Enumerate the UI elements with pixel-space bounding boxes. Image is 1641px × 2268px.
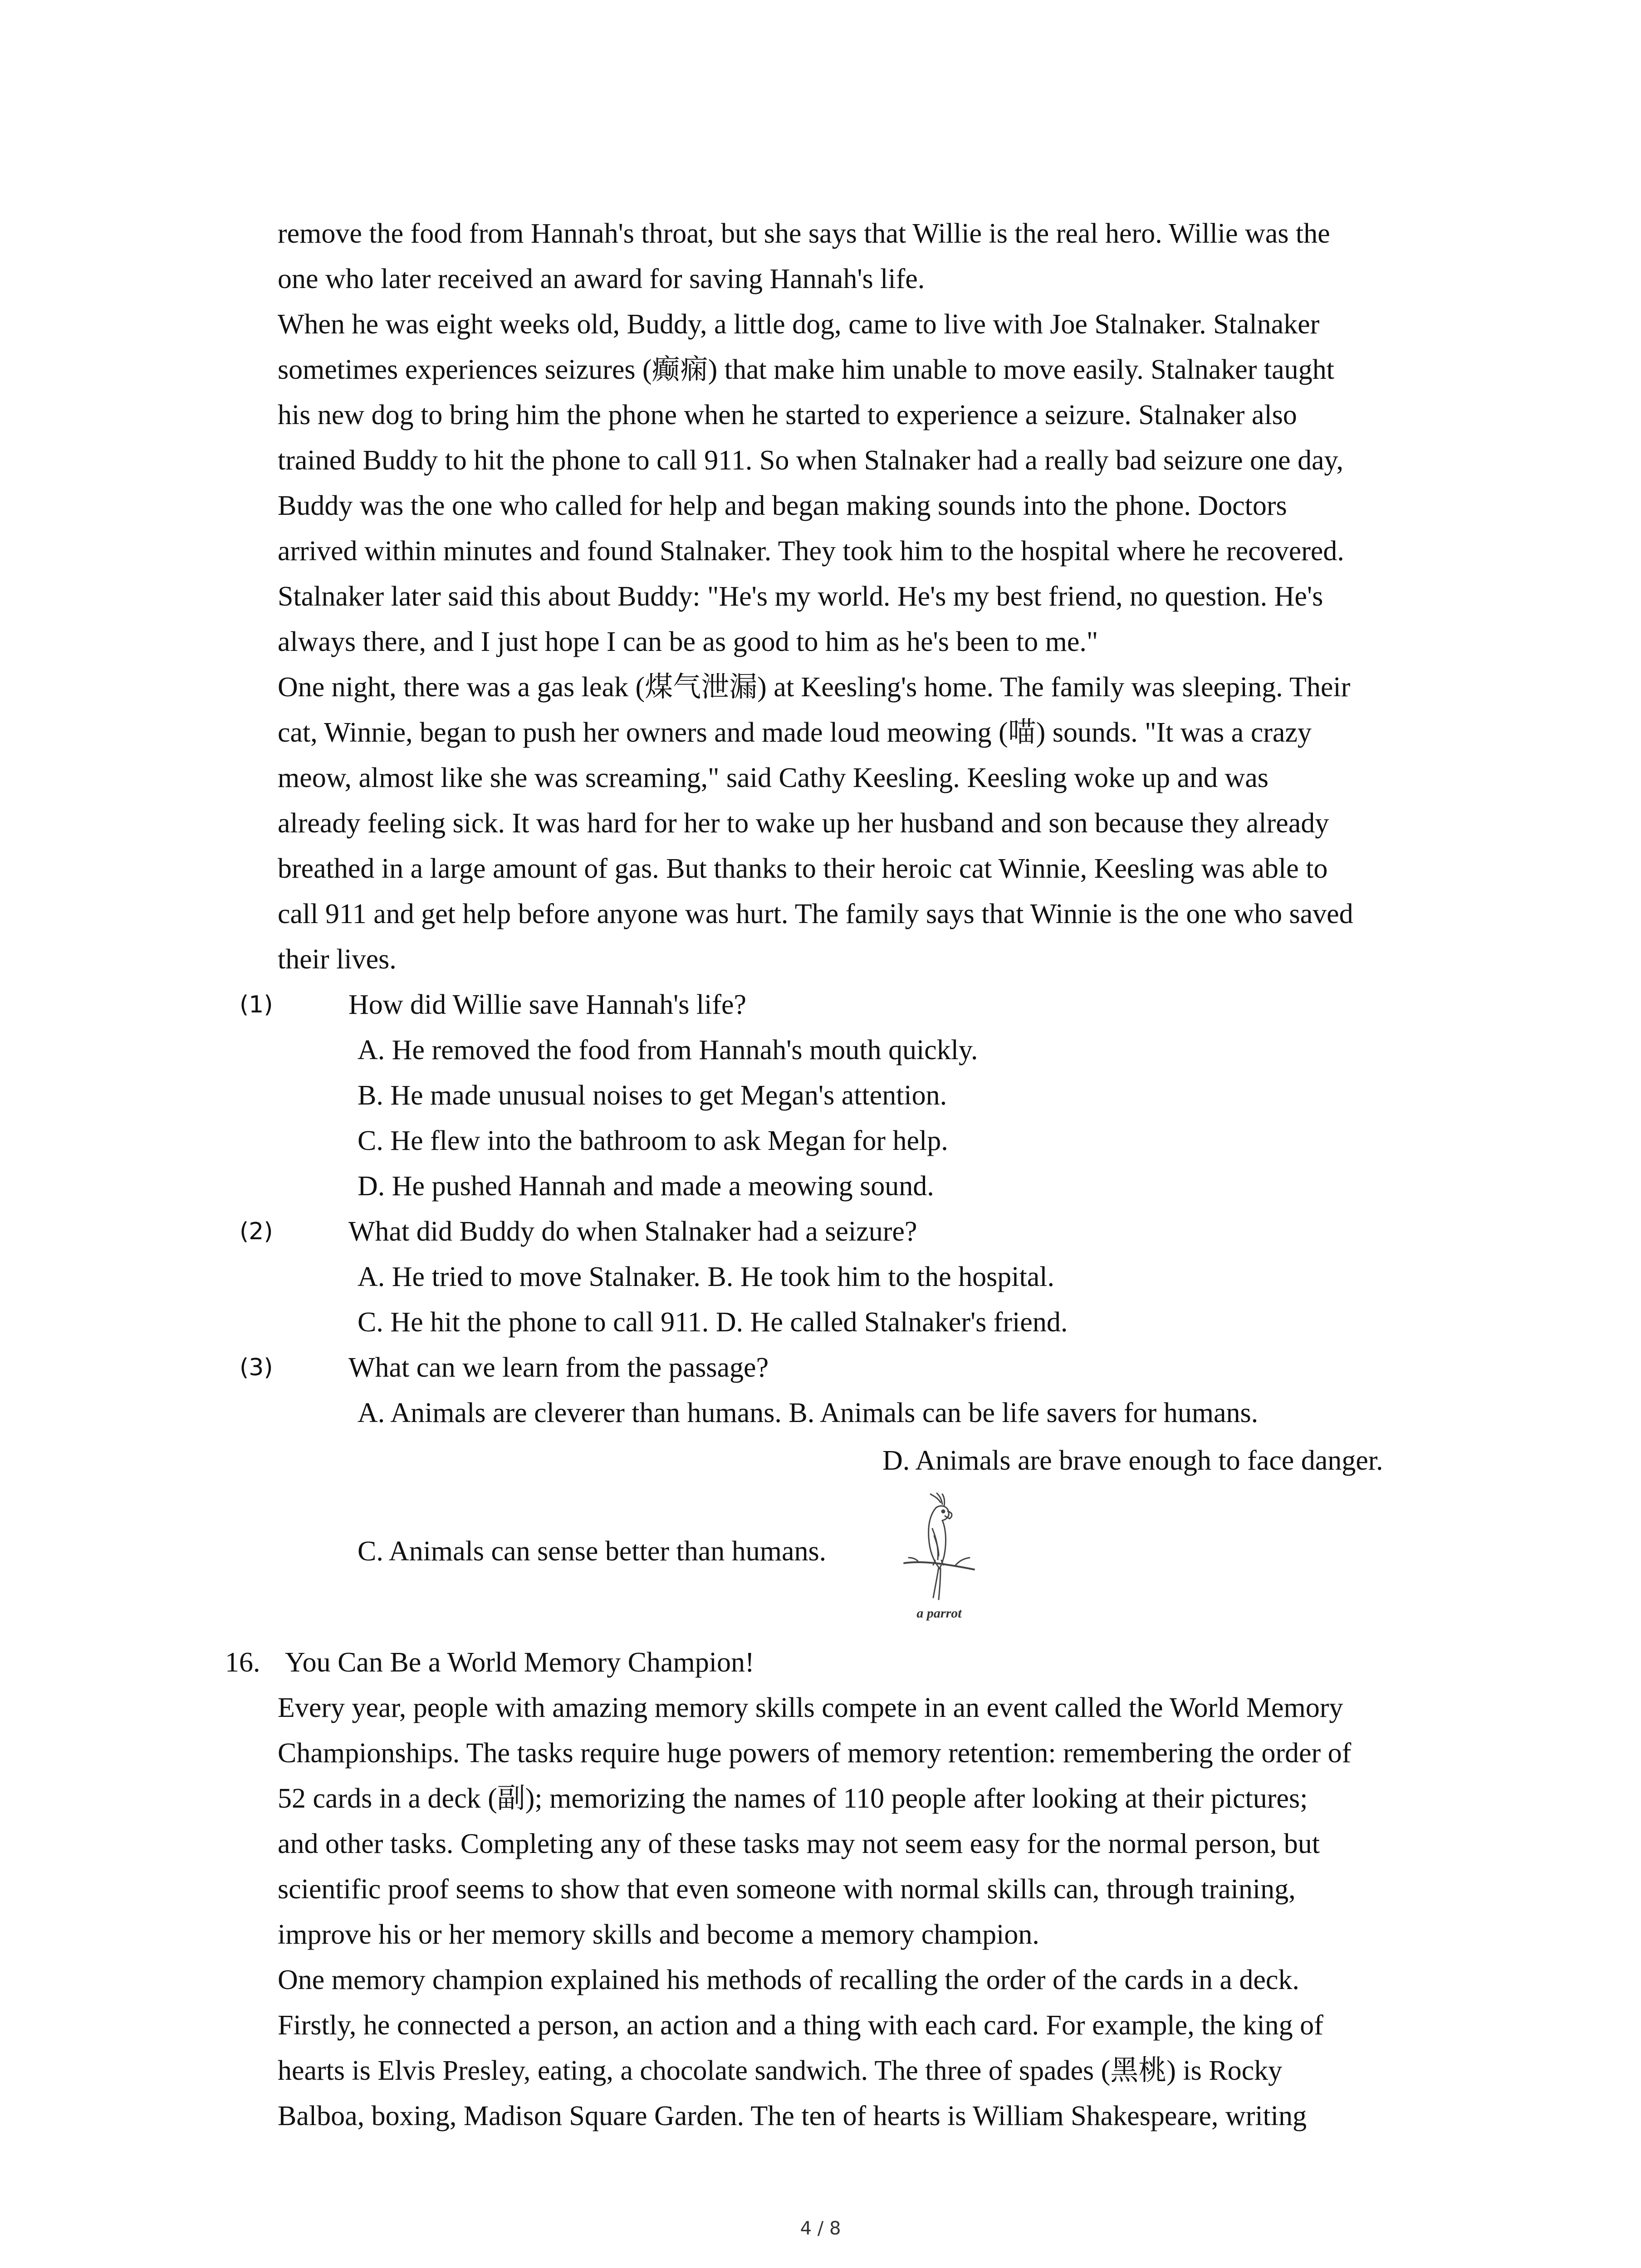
question-text: What did Buddy do when Stalnaker had a seizure? (348, 1216, 917, 1247)
parrot-icon (901, 1492, 978, 1610)
page-number: 4 / 8 (800, 2218, 841, 2239)
passage-title: You Can Be a World Memory Champion! (285, 1647, 754, 1678)
option-ab: A. He tried to move Stalnaker. B. He took him to the hospital. (358, 1261, 1054, 1292)
option-ab: A. Animals are cleverer than humans. B. Animals can be life savers for humans. (358, 1398, 1259, 1428)
passage-line: already feeling sick. It was hard for her to wake up her husband and son because they already (278, 808, 1329, 839)
option-b: B. He made unusual noises to get Megan's attention. (358, 1080, 947, 1111)
passage-line: Firstly, he connected a person, an action and a thing with each card. For example, the king of (278, 2010, 1323, 2041)
option-cd: C. He hit the phone to call 911. D. He called Stalnaker's friend. (358, 1307, 1068, 1338)
passage-line: Stalnaker later said this about Buddy: "He's my world. He's my best friend, no question. He's (278, 581, 1323, 612)
passage-line: Buddy was the one who called for help and began making sounds into the phone. Doctors (278, 490, 1287, 521)
passage-line: Balboa, boxing, Madison Square Garden. The ten of hearts is William Shakespeare, writing (278, 2101, 1307, 2131)
passage-line: scientific proof seems to show that even someone with normal skills can, through training, (278, 1874, 1296, 1905)
passage-line: Championships. The tasks require huge powers of memory retention: remembering the order of (278, 1738, 1352, 1769)
passage-line: always there, and I just hope I can be as good to him as he's been to me." (278, 626, 1098, 657)
image-caption: a parrot (916, 1606, 962, 1621)
option-a: A. He removed the food from Hannah's mouth quickly. (358, 1035, 978, 1066)
question-number: (2) (240, 1218, 273, 1245)
passage-line: cat, Winnie, began to push her owners and made loud meowing (喵) sounds. "It was a crazy (278, 717, 1312, 748)
passage-line: When he was eight weeks old, Buddy, a little dog, came to live with Joe Stalnaker. Stalnaker (278, 309, 1320, 340)
passage-line: remove the food from Hannah's throat, but she says that Willie is the real hero. Willie was the (278, 218, 1330, 249)
question-text: How did Willie save Hannah's life? (348, 989, 747, 1020)
passage-line: One night, there was a gas leak (煤气泄漏) at Keesling's home. The family was sleeping. Their (278, 672, 1351, 703)
passage-line: sometimes experiences seizures (癫痫) that make him unable to move easily. Stalnaker taught (278, 354, 1334, 385)
passage-line: 52 cards in a deck (副); memorizing the names of 110 people after looking at their pictures; (278, 1783, 1308, 1814)
passage-line: breathed in a large amount of gas. But thanks to their heroic cat Winnie, Keesling was able to (278, 853, 1328, 884)
passage-line: Every year, people with amazing memory skills compete in an event called the World Memory (278, 1692, 1343, 1723)
passage-line: trained Buddy to hit the phone to call 911. So when Stalnaker had a really bad seizure one day, (278, 445, 1344, 476)
passage-line: call 911 and get help before anyone was hurt. The family says that Winnie is the one who saved (278, 899, 1353, 929)
passage-line: meow, almost like she was screaming," said Cathy Keesling. Keesling woke up and was (278, 763, 1269, 793)
question-number: (1) (240, 991, 273, 1018)
passage-line: their lives. (278, 944, 397, 975)
passage-line: and other tasks. Completing any of these tasks may not seem easy for the normal person, but (278, 1828, 1320, 1859)
passage-line: hearts is Elvis Presley, eating, a chocolate sandwich. The three of spades (黑桃) is Rocky (278, 2055, 1283, 2086)
passage-line: one who later received an award for saving Hannah's life. (278, 264, 925, 294)
option-c: C. Animals can sense better than humans. (358, 1536, 827, 1567)
question-number: 16. (225, 1647, 260, 1678)
option-c: C. He flew into the bathroom to ask Megan for help. (358, 1125, 948, 1156)
passage-line: arrived within minutes and found Stalnaker. They took him to the hospital where he recovered. (278, 536, 1344, 567)
option-d: D. Animals are brave enough to face danger. (882, 1445, 1383, 1476)
option-d: D. He pushed Hannah and made a meowing sound. (358, 1171, 934, 1202)
passage-line: improve his or her memory skills and become a memory champion. (278, 1919, 1039, 1950)
passage-line: One memory champion explained his methods of recalling the order of the cards in a deck. (278, 1965, 1299, 1995)
question-text: What can we learn from the passage? (348, 1352, 769, 1383)
passage-line: his new dog to bring him the phone when he started to experience a seizure. Stalnaker also (278, 400, 1297, 430)
question-number: (3) (240, 1354, 273, 1381)
